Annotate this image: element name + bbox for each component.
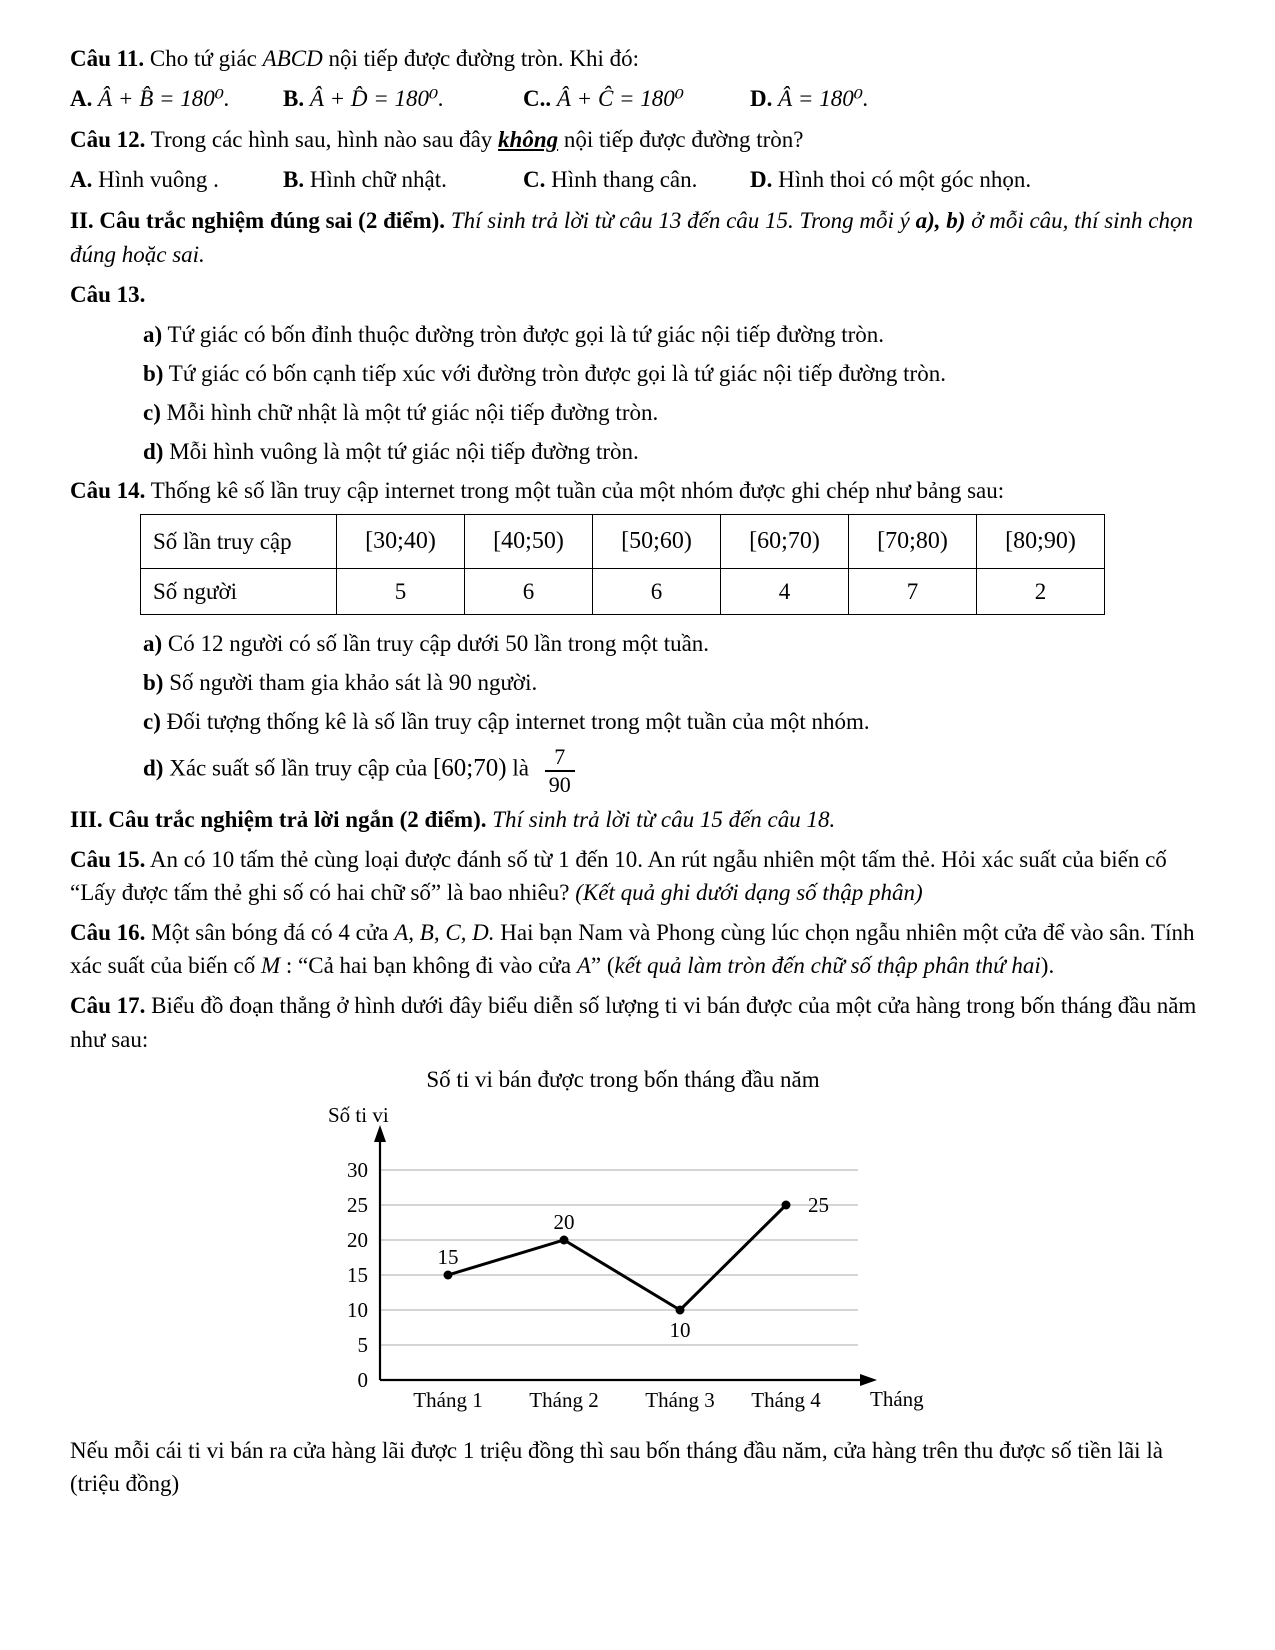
table-row-counts [141, 568, 1105, 614]
svg-text:5: 5 [357, 1332, 368, 1357]
table-cell: 2 [977, 568, 1105, 614]
q13-label: Câu 13. [70, 281, 146, 307]
q14-frequency-table [140, 514, 1105, 615]
item-letter: d) [143, 755, 164, 781]
q14-stem [70, 474, 1207, 507]
option-letter: C.. [523, 86, 552, 112]
svg-text:Tháng 3: Tháng 3 [645, 1387, 715, 1412]
svg-text:15: 15 [437, 1244, 459, 1269]
fraction-denominator: 90 [548, 771, 571, 797]
option-math: Â + B̂ = 180⁰. [98, 86, 230, 112]
q14-item-b [70, 666, 1207, 699]
table-cell: [50;60) [593, 515, 721, 569]
item-letter: c) [143, 709, 161, 735]
svg-text:Tháng 1: Tháng 1 [413, 1387, 483, 1412]
svg-text:0: 0 [357, 1367, 368, 1392]
item-text: Có 12 người có số lần truy cập dưới 50 lần trong một tuần. [162, 630, 710, 656]
q11-option-b [283, 82, 523, 115]
q13-item-b [70, 357, 1207, 390]
table-cell: [70;80) [849, 515, 977, 569]
q12-text-post: nội tiếp được đường tròn? [558, 127, 804, 153]
q15-label: Câu 15. [70, 847, 146, 872]
svg-text:10: 10 [347, 1297, 368, 1322]
svg-text:25: 25 [808, 1192, 829, 1217]
section-3-title: III. Câu trắc nghiệm trả lời ngắn (2 điểm). [70, 806, 487, 832]
q16-text-1: Một sân bóng đá có 4 cửa [145, 920, 395, 946]
q16-stem [70, 916, 1207, 982]
svg-text:20: 20 [347, 1227, 368, 1252]
table-cell: [80;90) [977, 515, 1105, 569]
option-math: Â + Ĉ = 180⁰ [556, 86, 685, 112]
q13-item-d [70, 435, 1207, 468]
q13-item-c [70, 396, 1207, 429]
item-letter: b) [143, 670, 164, 696]
table-cell: 6 [593, 568, 721, 614]
interval-text: [60;70) [432, 754, 507, 782]
option-math: Â + D̂ = 180⁰. [309, 86, 445, 112]
item-text: Mỗi hình vuông là một tứ giác nội tiếp đường tròn. [163, 439, 639, 465]
q16-math-2: M [260, 953, 281, 979]
q14-label: Câu 14. [70, 478, 146, 504]
q12-option-a [70, 163, 283, 196]
item-letter: a) [143, 321, 163, 347]
fraction-numerator: 7 [545, 744, 575, 771]
option-letter: D. [750, 167, 773, 193]
q12-stem [70, 123, 1207, 156]
q14-item-c [70, 705, 1207, 738]
svg-text:20: 20 [553, 1209, 575, 1234]
item-text: Mỗi hình chữ nhật là một tứ giác nội tiếp đường tròn. [160, 399, 659, 425]
q11-label: Câu 11. [70, 46, 145, 71]
item-text: là [506, 755, 535, 781]
q12-option-c [523, 163, 750, 196]
q17-label: Câu 17. [70, 993, 146, 1019]
table-cell: [60;70) [721, 515, 849, 569]
q11-options [70, 82, 1207, 115]
q15-note: (Kết quả ghi dưới dạng số thập phân) [575, 880, 923, 906]
option-letter: B. [283, 86, 305, 112]
q17-footer: Nếu mỗi cái ti vi bán ra cửa hàng lãi được 1 triệu đồng thì sau bốn tháng đầu năm, cửa hàng trên thu được số tiền lãi là (triệu đồng) [70, 1437, 1163, 1496]
q11-text-post: nội tiếp được đường tròn. Khi đó: [322, 46, 640, 71]
q12-option-b [283, 163, 523, 196]
table-cell: Số lần truy cập [141, 515, 337, 569]
table-cell: [40;50) [465, 515, 593, 569]
item-text: Số người tham gia khảo sát là 90 người. [163, 670, 538, 696]
svg-text:Số ti vi: Số ti vi [328, 1102, 389, 1127]
q16-math-3: A [576, 953, 591, 979]
section-3-note: Thí sinh trả lời từ câu 15 đến câu 18. [486, 806, 836, 832]
item-text: Tứ giác có bốn cạnh tiếp xúc với đường tròn được gọi là tứ giác nội tiếp đường tròn. [163, 360, 946, 386]
table-cell: Số người [141, 568, 337, 614]
q15-stem [70, 843, 1207, 909]
section-2-note-pre: Thí sinh trả lời từ câu 13 đến câu 15. Trong mỗi ý [445, 208, 916, 234]
option-text: Hình thang cân. [545, 167, 698, 193]
item-letter: a) [143, 630, 163, 656]
q17-text: Biểu đồ đoạn thẳng ở hình dưới đây biểu diễn số lượng ti vi bán được của một cửa hàng trong bốn tháng đầu năm như sau: [70, 993, 1197, 1052]
option-text: Hình thoi có một góc nhọn. [772, 167, 1032, 193]
table-cell: 6 [465, 568, 593, 614]
table-cell: 4 [721, 568, 849, 614]
section-3-heading [70, 803, 1207, 836]
option-letter: A. [70, 167, 93, 193]
q17-stem [70, 989, 1207, 1055]
section-2-note-bold: a), b) [915, 208, 966, 234]
q14-item-a [70, 627, 1207, 660]
q17-line-chart [318, 1063, 998, 1428]
option-text: Hình chữ nhật. [304, 167, 447, 193]
q11-math: ABCD [262, 46, 323, 71]
q11-option-a [70, 82, 283, 115]
chart-title: Số ti vi bán được trong bốn tháng đầu năm [426, 1066, 820, 1092]
option-letter: A. [70, 86, 93, 112]
svg-text:10: 10 [669, 1317, 691, 1342]
item-letter: b) [143, 360, 164, 386]
item-letter: d) [143, 439, 164, 465]
section-2-heading [70, 204, 1207, 270]
table-row-intervals [141, 515, 1105, 569]
svg-text:Tháng 4: Tháng 4 [751, 1387, 821, 1412]
q11-option-d [750, 82, 1207, 115]
line-chart-canvas [318, 1098, 998, 1428]
svg-text:30: 30 [347, 1157, 368, 1182]
q14-item-d [70, 744, 1207, 797]
q16-text-4: ” ( [590, 953, 615, 979]
q16-text-5: ). [1040, 953, 1055, 979]
svg-text:Tháng: Tháng [870, 1386, 924, 1411]
section-2-title: II. Câu trắc nghiệm đúng sai (2 điểm). [70, 208, 446, 234]
item-text: Tứ giác có bốn đỉnh thuộc đường tròn được gọi là tứ giác nội tiếp đường tròn. [162, 321, 884, 347]
fraction [545, 744, 575, 797]
svg-text:25: 25 [347, 1192, 368, 1217]
q11-text-pre: Cho tứ giác [144, 46, 263, 71]
q13-item-a [70, 318, 1207, 351]
item-text: Xác suất số lần truy cập của [163, 755, 433, 781]
q16-math-1: A, B, C, D. [394, 920, 495, 946]
q12-option-d [750, 163, 1207, 196]
q12-emphasis: không [498, 127, 559, 153]
option-text: Hình vuông . [92, 167, 219, 193]
q11-stem [70, 42, 1207, 75]
svg-text:15: 15 [347, 1262, 368, 1287]
q13-label-line [70, 278, 1207, 311]
item-letter: c) [143, 399, 161, 425]
q12-options [70, 163, 1207, 196]
svg-text:Tháng 2: Tháng 2 [529, 1387, 599, 1412]
q16-text-3: : “Cả hai bạn không đi vào cửa [280, 953, 577, 979]
table-cell: [30;40) [337, 515, 465, 569]
option-letter: D. [750, 86, 773, 112]
table-cell: 5 [337, 568, 465, 614]
q11-option-c [523, 82, 750, 115]
q16-label: Câu 16. [70, 920, 146, 946]
table-cell: 7 [849, 568, 977, 614]
q15-text: An có 10 tấm thẻ cùng loại được đánh số từ 1 đến 10. An rút ngẫu nhiên một tấm thẻ. Hỏi xác suất của biến cố “Lấy được tấm thẻ ghi số có hai chữ số” là bao nhiêu? [70, 847, 1167, 906]
option-letter: C. [523, 167, 546, 193]
q16-note: kết quả làm tròn đến chữ số thập phân thứ hai [614, 953, 1041, 979]
q16-text-2: Hai bạn Nam và Phong cùng lúc chọn ngẫu nhiên một cửa để vào sân. Tính xác suất của biến cố [70, 920, 1195, 979]
option-math: Â = 180⁰. [778, 86, 869, 112]
q12-label: Câu 12. [70, 127, 146, 153]
q12-text-pre: Trong các hình sau, hình nào sau đây [145, 127, 499, 153]
q14-text: Thống kê số lần truy cập internet trong một tuần của một nhóm được ghi chép như bảng sau: [145, 478, 1005, 504]
section-2-note-post: ở mỗi câu, thí sinh chọn đúng hoặc sai. [70, 208, 1194, 267]
item-text: Đối tượng thống kê là số lần truy cập internet trong một tuần của một nhóm. [160, 709, 870, 735]
option-letter: B. [283, 167, 305, 193]
